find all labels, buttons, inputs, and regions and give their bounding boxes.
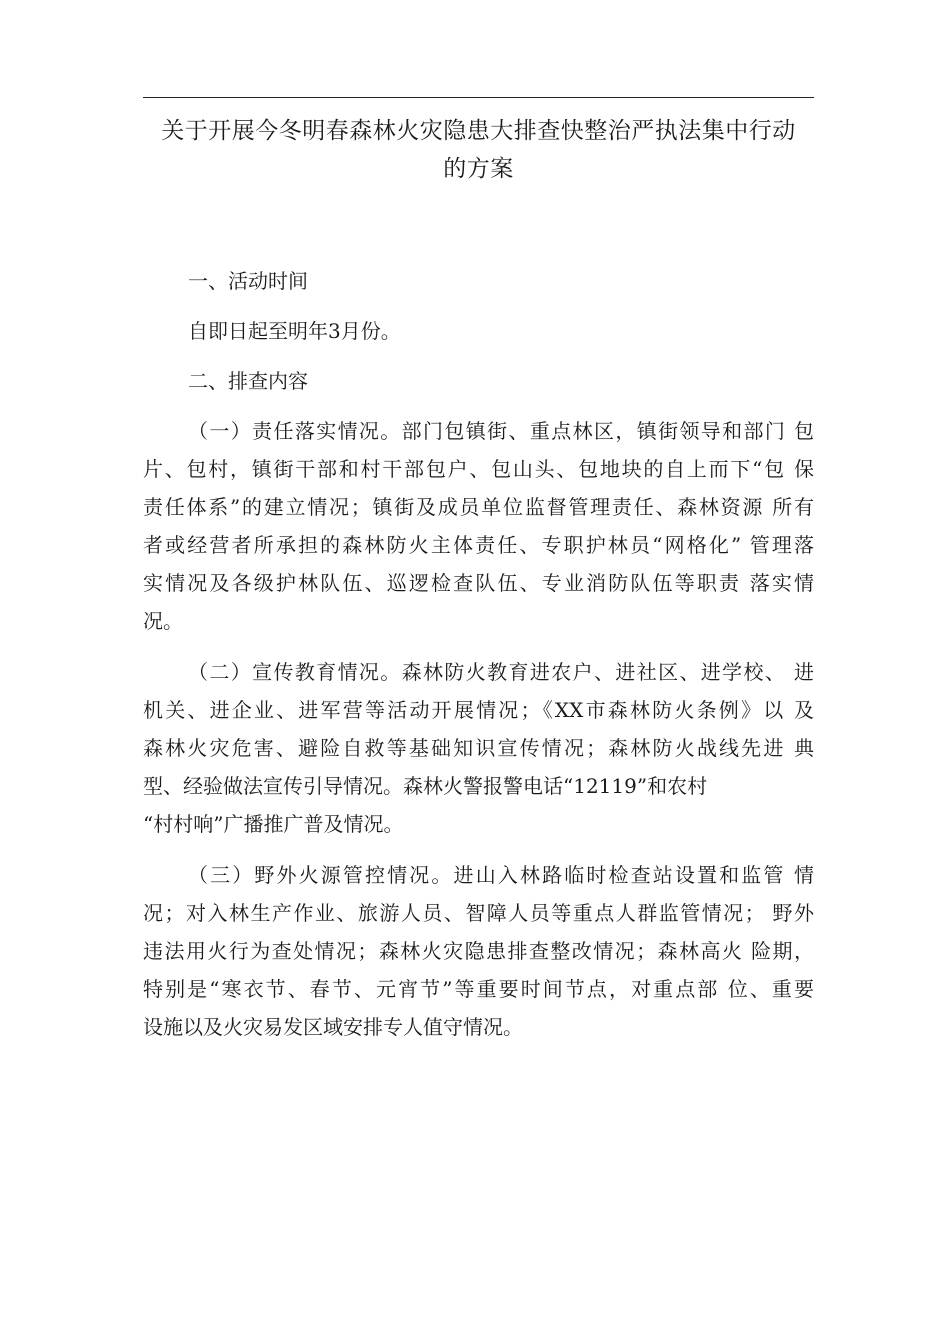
paragraph-1-line-5: 实情况及各级护林队伍、巡逻检查队伍、专业消防队伍等职责 落实情: [143, 571, 814, 595]
paragraph-3-line-1: （三）野外火源管控情况。进山入林路临时检查站设置和监管 情: [188, 863, 814, 887]
title-line-1: 关于开展今冬明春森林火灾隐患大排查快整治严执法集中行动: [161, 118, 796, 144]
title-line-2: 的方案: [443, 156, 514, 182]
document-title: [143, 112, 814, 188]
paragraph-1-line-4: 者或经营者所承担的森林防火主体责任、专职护林员“网格化” 管理落: [143, 533, 814, 557]
paragraph-1-line-3: 责任体系”的建立情况；镇街及成员单位监督管理责任、森林资源 所有: [143, 495, 814, 519]
paragraph-3-line-4: 特别是“寒衣节、春节、元宵节”等重要时间节点，对重点部 位、重要: [143, 977, 814, 1001]
paragraph-1-line-1: （一）责任落实情况。部门包镇街、重点林区，镇街领导和部门 包: [188, 419, 814, 443]
paragraph-2-line-2: 机关、进企业、进军营等活动开展情况；《XX市森林防火条例》以 及: [143, 698, 814, 722]
paragraph-3-line-2: 况；对入林生产作业、旅游人员、智障人员等重点人群监管情况； 野外: [143, 901, 814, 925]
paragraph-1: [143, 412, 814, 640]
section-text-1: 自即日起至明年3月份。: [188, 319, 401, 343]
paragraph-1-line-2: 片、包村，镇街干部和村干部包户、包山头、包地块的自上而下“包 保: [143, 457, 814, 481]
paragraph-3-line-5: 设施以及火灾易发区域安排专人值守情况。: [143, 1015, 523, 1039]
paragraph-3-line-3: 违法用火行为查处情况；森林火灾隐患排查整改情况；森林高火 险期，: [143, 939, 814, 963]
paragraph-2-line-5: “村村响”广播推广普及情况。: [143, 812, 404, 836]
paragraph-2-line-1: （二）宣传教育情况。森林防火教育进农户、进社区、进学校、 进: [188, 660, 814, 684]
paragraph-2-line-3: 森林火灾危害、避险自救等基础知识宣传情况；森林防火战线先进 典: [143, 736, 814, 760]
paragraph-3: [143, 856, 814, 1046]
paragraph-2-line-4: 型、经验做法宣传引导情况。森林火警报警电话“12119”和农村: [143, 774, 708, 798]
paragraph-1-line-6: 况。: [143, 609, 183, 633]
document-body: [143, 262, 814, 1046]
section-heading-2: 二、排查内容: [188, 369, 308, 393]
section-heading-1: 一、活动时间: [188, 269, 308, 293]
paragraph-2: [143, 653, 814, 843]
header-rule: [143, 97, 814, 98]
